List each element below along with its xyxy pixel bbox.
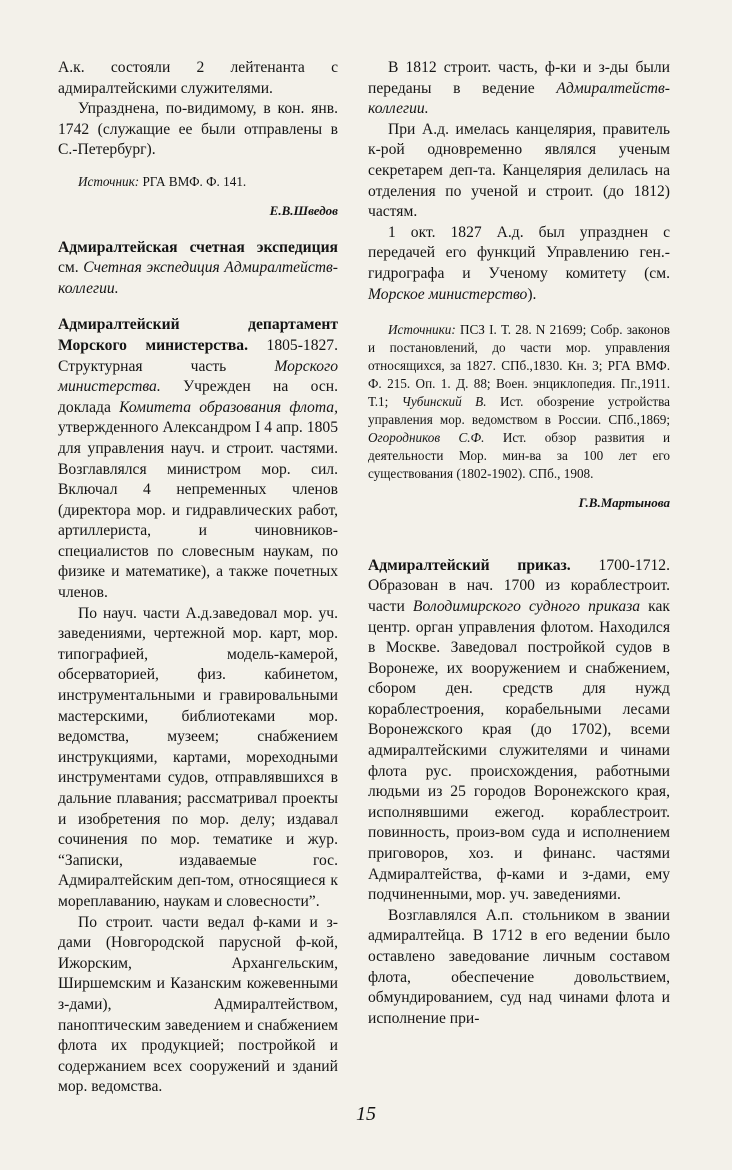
- author-signature: Г.В.Мартынова: [578, 495, 670, 511]
- cross-reference: Счетная экспедиция Адмиралтейств-коллегии.: [58, 259, 338, 297]
- paragraph: Упразднена, по-видимому, в кон. янв. 1742 (служащие ее были отправлены в С.-Петербург).: [58, 100, 338, 159]
- paragraph: 1 окт. 1827 А.д. был упразднен с передачей его функций Управлению ген.-гидрографа и Ученому комитету (см. Морское министерство).: [368, 223, 670, 303]
- entry-title: Адмиралтейский департамент Морского министерства.: [58, 316, 338, 354]
- cross-reference: Володимирского судного приказа: [412, 597, 641, 615]
- paragraph: А.к. состояли 2 лейтенанта с адмиралтейскими служителями.: [58, 59, 338, 97]
- paragraph: В 1812 строит. часть, ф-ки и з-ды были переданы в ведение Адмиралтейств-коллегии.: [368, 59, 670, 118]
- cross-reference: Морское министерство: [368, 285, 528, 303]
- left-column: [58, 58, 338, 1098]
- cross-reference: Морского министерства.: [58, 357, 338, 396]
- entry-title: Адмиралтейская счетная экспедиция: [58, 238, 338, 256]
- source-note: Источники: ПСЗ I. Т. 28. N 21699; Собр. законов и постановлений, до части мор. управления относящихся, за 1827. СПб.,1830. Кн. 3; РГА ВМФ. Ф. 215. Оп. 1. Д. 88; Воен. энциклопедия. Пг.,1911. Т.1; Чубинский В. Ист. обозрение устройства управления мор. ведомством в России. СПб.,1869; Огородников С.Ф. Ист. обзор развития и деятельности Мор. мин-ва за 100 лет его существования (1802-1902). СПб., 1908.: [368, 322, 671, 482]
- source-label: Источники:: [388, 322, 456, 338]
- right-column: [368, 58, 670, 1029]
- entry-admiralty-department: Адмиралтейский департамент Морского министерства. 1805-1827. Структурная часть Морского министерства. Учрежден на осн. доклада Комитета образования флота, утвержденного Александром I 4 апр. 1805 для управления науч. и строит. частями. Возглавлялся министром мор. сил. Включал 4 непременных членов (директора мор. и гидравлических работ, артиллериста, и чиновников-специалистов по словесным наукам, по физике и математике), а также почетных членов.: [58, 316, 338, 602]
- paragraph: По строит. части ведал ф-ками и з-дами (Новгородской парусной ф-кой, Ижорским, Архангельским, Ширшемским и Казанским кожевенными з-дами), Адмиралтейством, паноптическим заведением и снабжением флота их продукцией; постройкой и содержанием всех сооружений и зданий мор. ведомства.: [58, 913, 338, 1096]
- entry-admiralty-prikaz: Адмиралтейский приказ. 1700-1712. Образован в нач. 1700 из кораблестроит. части Володимирского судного приказа как центр. орган управления флотом. Находился в Москве. Заведовал постройкой судов в Воронеже, их вооружением и снабжением, сбором ден. средств для нужд кораблестроения, корабельными лесами Воронежского края (до 1702), всеми адмиралтейскими служителями и чинами флота рус. происхождения, работными людьми из 25 городов Воронежского края, исполнявшими ежегод. кораблестроит. повинность, произ-вом суда и исполнением приговоров, хоз. и финанс. частями Адмиралтейства, ф-ками и з-дами, ему подчиненными, мор. уч. заведениями.: [368, 556, 670, 904]
- author-signature: Е.В.Шведов: [269, 202, 338, 218]
- cross-reference: Комитета образования флота,: [119, 398, 338, 416]
- paragraph: Возглавлялся А.п. стольником в звании адмиралтейца. В 1712 в его ведении было оставлено заведование личным составом флота, обеспечение довольствием, обмундированием, суд над чинами флота и исполнение при-: [368, 906, 670, 1027]
- paragraph: По науч. части А.д.заведовал мор. уч. заведениями, чертежной мор. карт, мор. типографией, модель-камерой, обсерваторией, физ. кабинетом, инструментальными и гравировальными мастерскими, библиотеками мор. ведомства, музеем; снабжением инструкциями, картами, мореходными инструментами судов, отправлявшихся в дальние плавания; рассматривал проекты и изобретения по мор. делу; издавал сочинения по мор. тематике и жур. “Записки, издаваемые гос. Адмиралтейским деп-том, относящиеся к мореплаванию, наукам и словесности”.: [58, 604, 338, 910]
- paragraph: При А.д. имелась канцелярия, правитель к-рой одновременно являлся ученым секретарем деп-та. Канцелярия делилась на отделения по ученой и строит. (до 1812) частям.: [368, 120, 670, 221]
- cross-reference: Адмиралтейств-коллегии.: [368, 79, 670, 118]
- entry-title: Адмиралтейский приказ.: [368, 556, 571, 574]
- page-number: 15: [356, 1103, 376, 1125]
- entry-admiralty-accounting-expedition: Адмиралтейская счетная экспедиция см. Счетная экспедиция Адмиралтейств-коллегии.: [58, 238, 338, 297]
- source-note: Источник: РГА ВМФ. Ф. 141.: [78, 173, 247, 189]
- source-label: Источник:: [78, 173, 140, 189]
